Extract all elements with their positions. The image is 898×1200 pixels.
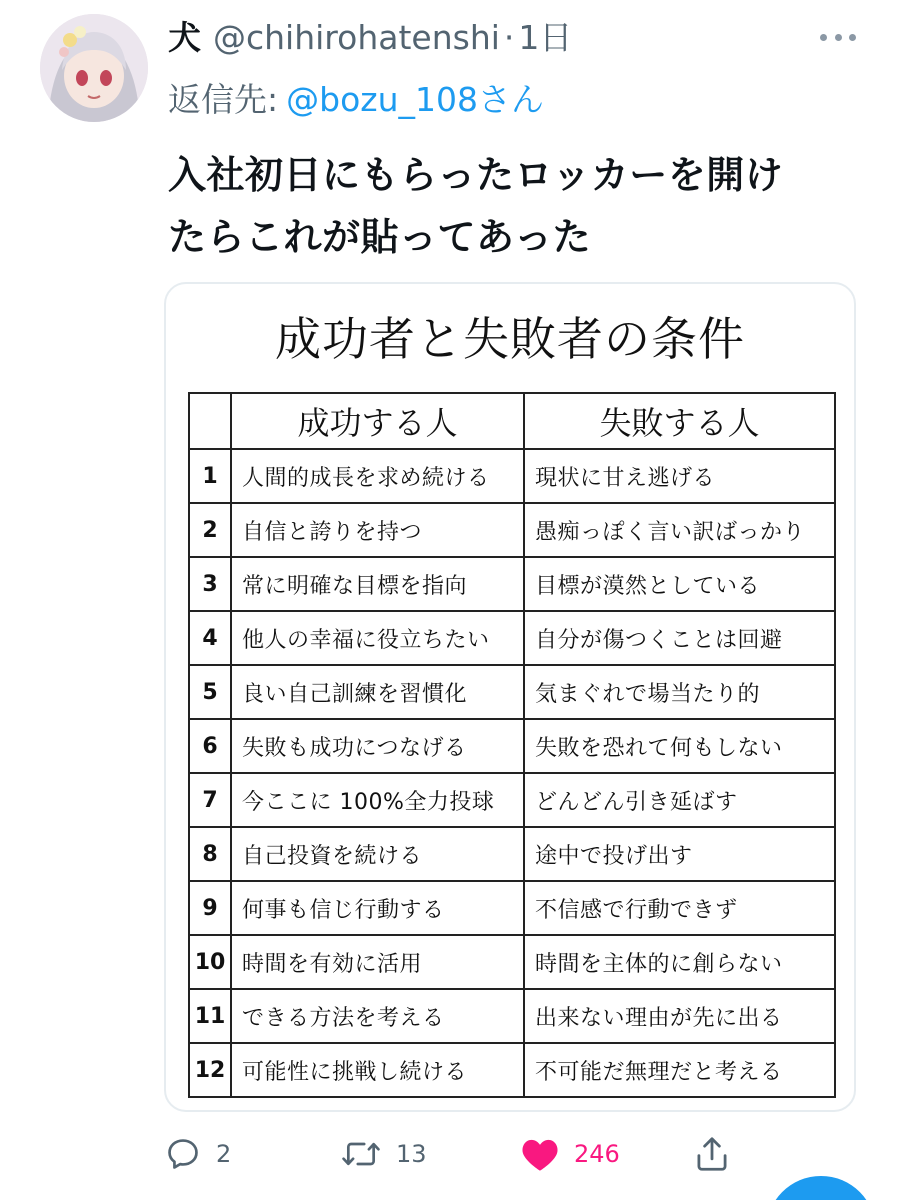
compose-button[interactable] — [766, 1176, 876, 1200]
row-number: 7 — [189, 773, 231, 827]
table-row — [189, 449, 835, 503]
table-row — [189, 719, 835, 773]
row-number: 6 — [189, 719, 231, 773]
tweet-actions — [164, 1132, 744, 1176]
success-cell: 何事も信じ行動する — [231, 881, 524, 935]
poster-column-header-failure: 失敗する人 — [524, 393, 835, 449]
failure-cell: 愚痴っぽく言い訳ばっかり — [524, 503, 835, 557]
poster-table — [188, 392, 836, 1098]
table-row — [189, 935, 835, 989]
failure-cell: 出来ない理由が先に出る — [524, 989, 835, 1043]
poster-header-row — [189, 393, 835, 449]
row-number: 2 — [189, 503, 231, 557]
reply-icon — [164, 1135, 202, 1173]
user-handle[interactable]: @chihirohatenshi — [213, 18, 500, 57]
row-number: 8 — [189, 827, 231, 881]
success-cell: 他人の幸福に役立ちたい — [231, 611, 524, 665]
failure-cell: 不信感で行動できず — [524, 881, 835, 935]
table-row — [189, 881, 835, 935]
share-icon — [694, 1134, 730, 1174]
retweet-count: 13 — [396, 1140, 427, 1168]
poster-column-header-success: 成功する人 — [231, 393, 524, 449]
row-number: 4 — [189, 611, 231, 665]
retweet-icon — [340, 1135, 382, 1173]
row-number: 11 — [189, 989, 231, 1043]
row-number: 10 — [189, 935, 231, 989]
table-row — [189, 1043, 835, 1097]
success-cell: 時間を有効に活用 — [231, 935, 524, 989]
reply-button[interactable] — [164, 1132, 231, 1176]
heart-icon — [520, 1135, 560, 1173]
success-cell: 自信と誇りを持つ — [231, 503, 524, 557]
failure-cell: どんどん引き延ばす — [524, 773, 835, 827]
table-row — [189, 611, 835, 665]
success-cell: できる方法を考える — [231, 989, 524, 1043]
avatar[interactable] — [40, 14, 148, 122]
row-number: 1 — [189, 449, 231, 503]
failure-cell: 途中で投げ出す — [524, 827, 835, 881]
reply-to-line — [168, 76, 544, 124]
success-cell: 失敗も成功につなげる — [231, 719, 524, 773]
failure-cell: 時間を主体的に創らない — [524, 935, 835, 989]
table-row — [189, 503, 835, 557]
like-button[interactable] — [520, 1132, 620, 1176]
tweet-text-line: 入社初日にもらったロッカーを開け — [168, 153, 784, 197]
success-cell: 常に明確な目標を指向 — [231, 557, 524, 611]
timestamp[interactable]: 1日 — [518, 18, 573, 57]
poster-title: 成功者と失敗者の条件 — [275, 312, 745, 366]
more-options-icon[interactable] — [820, 22, 856, 52]
table-row — [189, 773, 835, 827]
display-name[interactable]: 犬 — [168, 18, 201, 57]
table-row — [189, 827, 835, 881]
reply-prefix: 返信先: — [168, 80, 279, 119]
failure-cell: 現状に甘え逃げる — [524, 449, 835, 503]
tweet-header — [168, 16, 572, 60]
poster-number-header — [189, 393, 231, 449]
attached-image[interactable] — [164, 282, 856, 1112]
failure-cell: 自分が傷つくことは回避 — [524, 611, 835, 665]
share-button[interactable] — [694, 1132, 730, 1176]
retweet-button[interactable] — [340, 1132, 427, 1176]
row-number: 5 — [189, 665, 231, 719]
failure-cell: 不可能だ無理だと考える — [524, 1043, 835, 1097]
success-cell: 自己投資を続ける — [231, 827, 524, 881]
failure-cell: 失敗を恐れて何もしない — [524, 719, 835, 773]
table-row — [189, 665, 835, 719]
success-cell: 良い自己訓練を習慣化 — [231, 665, 524, 719]
failure-cell: 目標が漠然としている — [524, 557, 835, 611]
failure-cell: 気まぐれで場当たり的 — [524, 665, 835, 719]
success-cell: 今ここに 100%全力投球 — [231, 773, 524, 827]
tweet-text-line: たらこれが貼ってあった — [168, 215, 592, 259]
success-cell: 人間的成長を求め続ける — [231, 449, 524, 503]
table-row — [189, 989, 835, 1043]
table-row — [189, 557, 835, 611]
like-count: 246 — [574, 1140, 620, 1168]
reply-mention-link[interactable]: @bozu_108さん — [286, 80, 544, 119]
separator-dot: · — [503, 18, 515, 57]
success-cell: 可能性に挑戦し続ける — [231, 1043, 524, 1097]
row-number: 3 — [189, 557, 231, 611]
row-number: 12 — [189, 1043, 231, 1097]
tweet-text — [168, 144, 868, 268]
reply-count: 2 — [216, 1140, 232, 1168]
row-number: 9 — [189, 881, 231, 935]
